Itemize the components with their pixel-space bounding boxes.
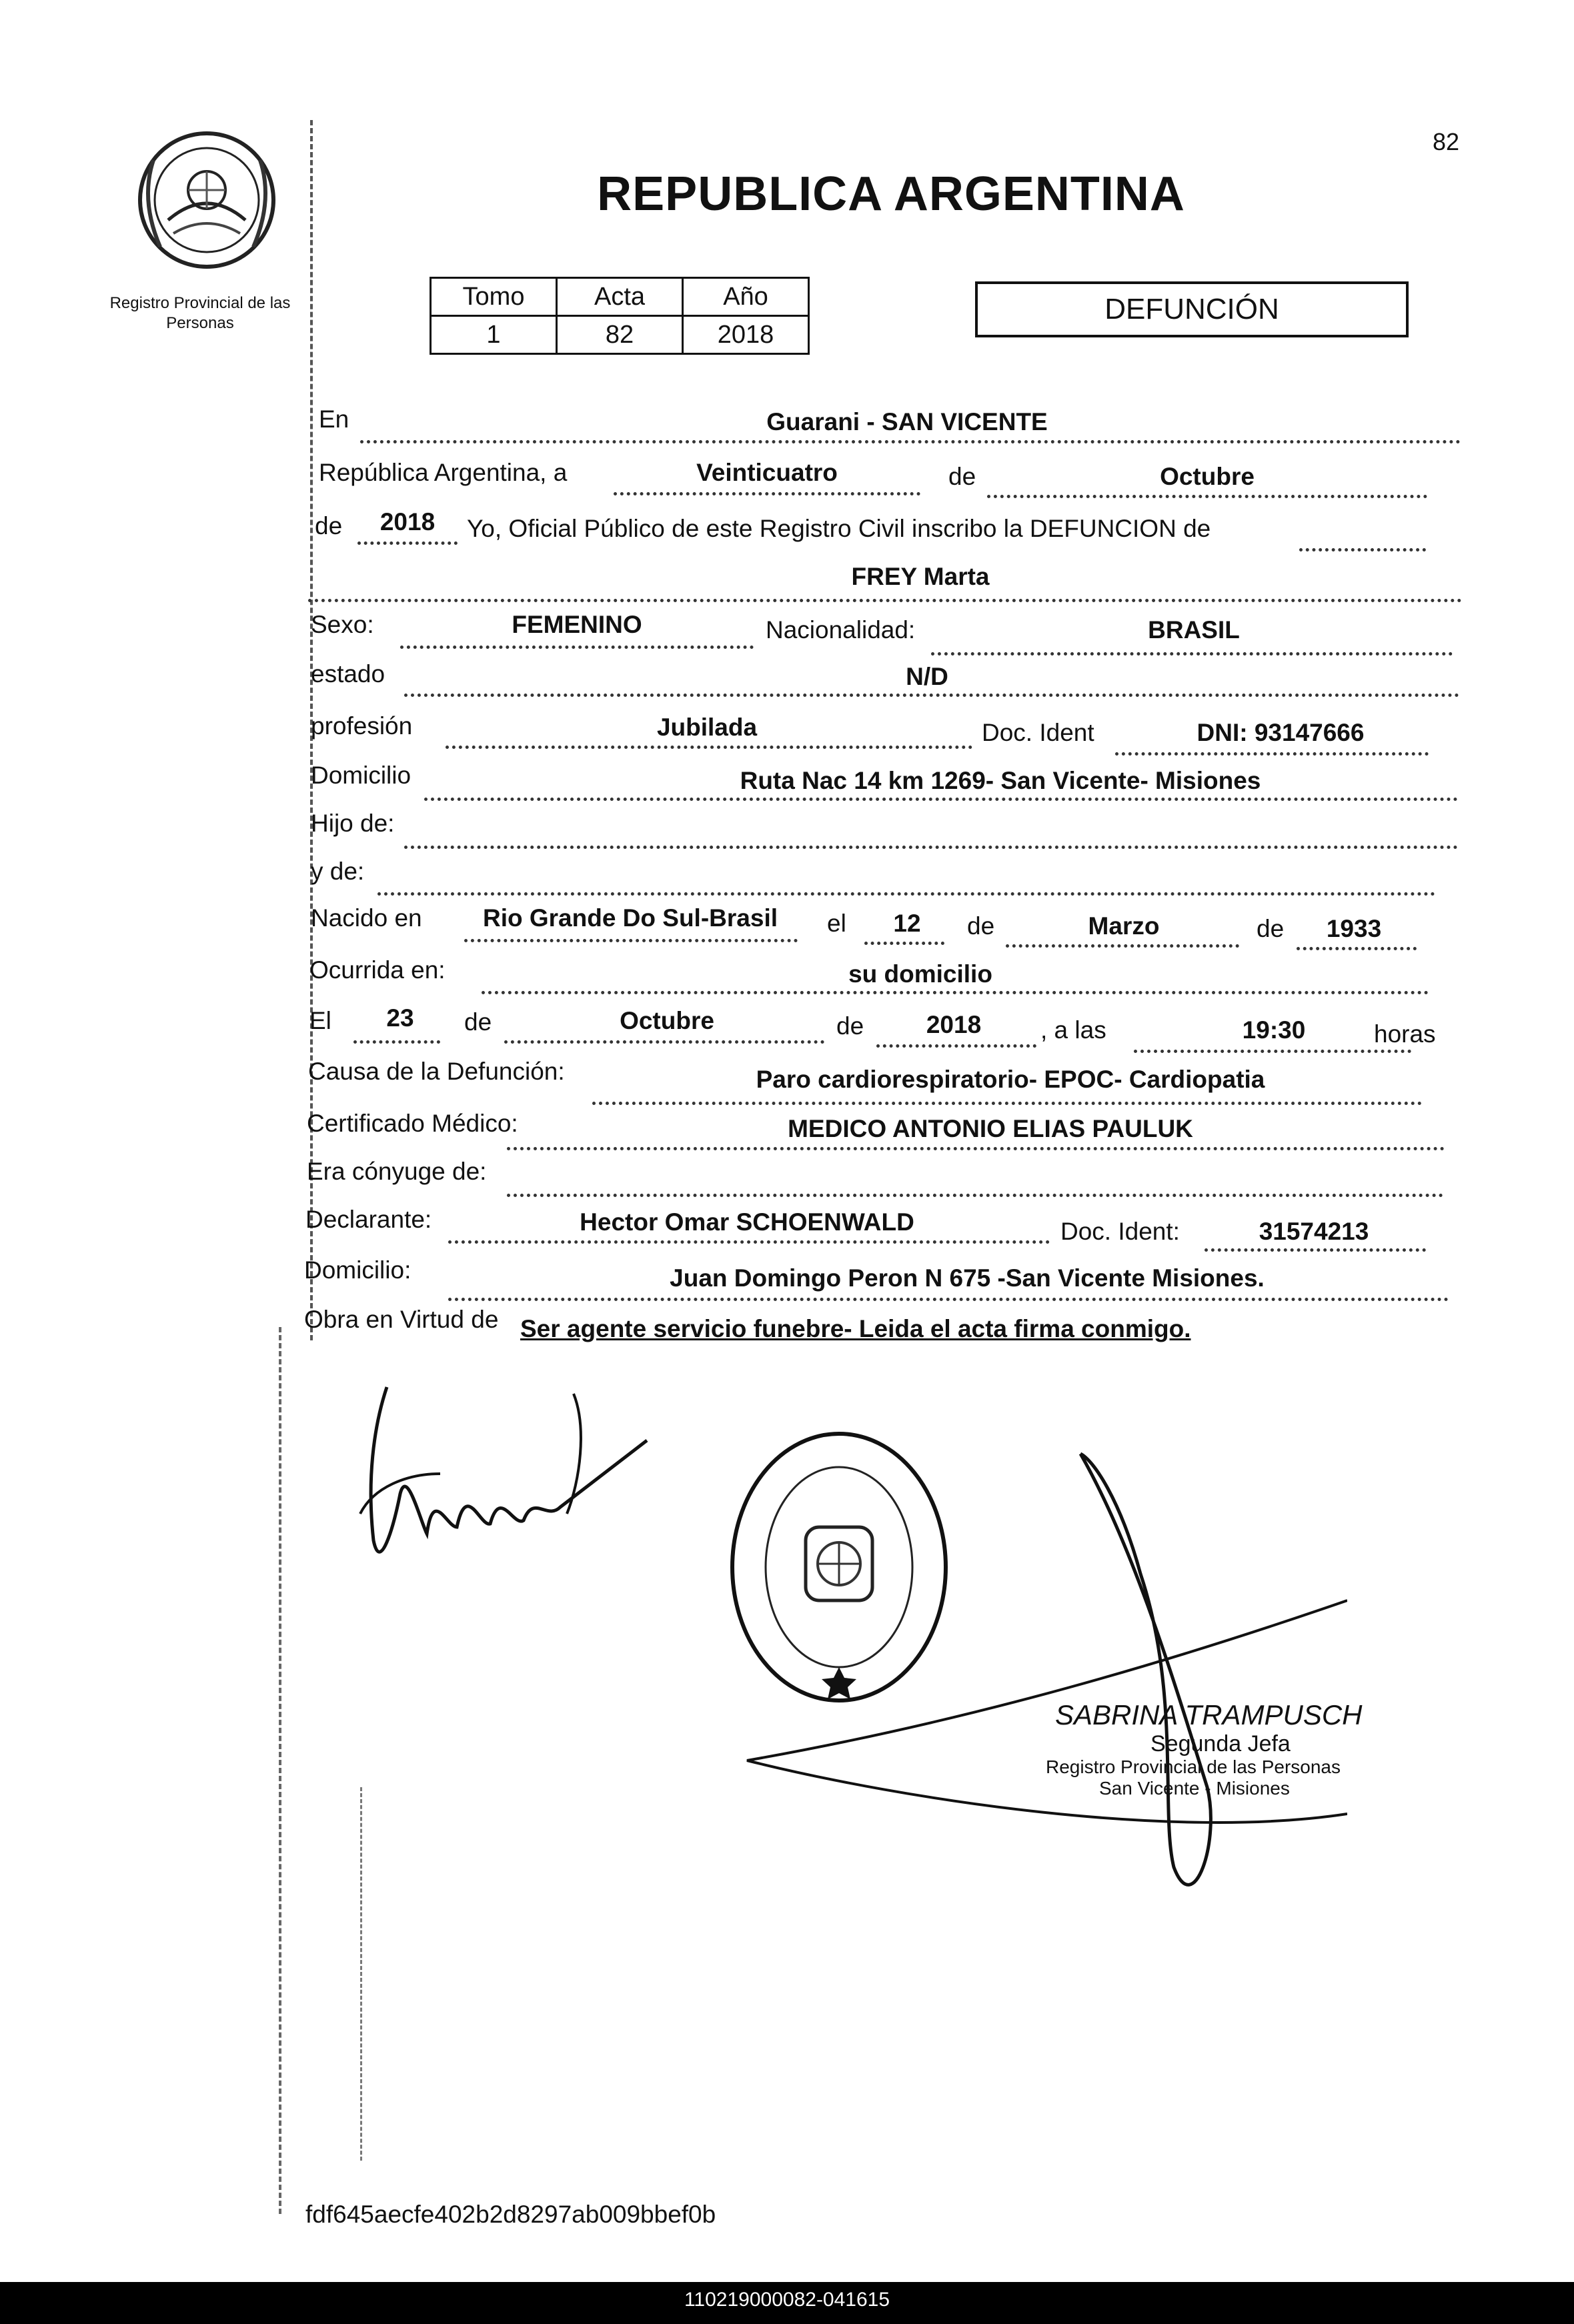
table-header-acta: Acta (557, 278, 683, 316)
label-nacido-en: Nacido en (311, 904, 422, 932)
footer-code: 110219000082-041615 (684, 2289, 890, 2311)
document-title: REPUBLICA ARGENTINA (597, 167, 1185, 221)
fill-line (404, 846, 1458, 849)
label-inscribo: Yo, Oficial Público de este Registro Civil inscribo la DEFUNCION de (467, 515, 1211, 542)
fill-line (876, 1044, 1036, 1048)
month-value: Octubre (1160, 463, 1255, 490)
table-value-anio: 2018 (683, 316, 809, 354)
official-signature-icon (373, 1440, 1347, 1921)
fill-line (987, 495, 1427, 498)
birth-day-value: 12 (893, 910, 921, 937)
cause-of-death-value: Paro cardiorespiratorio- EPOC- Cardiopatia (756, 1066, 1265, 1093)
record-reference-table (430, 277, 810, 355)
fill-line (864, 942, 944, 945)
label-declarante: Declarante: (305, 1206, 432, 1233)
margin-line (360, 1787, 362, 2161)
fill-line (448, 1240, 1050, 1244)
table-value-tomo: 1 (431, 316, 557, 354)
fill-line (446, 746, 972, 749)
margin-line (279, 1327, 281, 2214)
death-year-value: 2018 (926, 1011, 982, 1038)
table-value-acta: 82 (557, 316, 683, 354)
fill-line (1134, 1050, 1411, 1053)
fill-line (404, 694, 1459, 697)
year-value: 2018 (379, 508, 436, 535)
official-place: San Vicente - Misiones (1099, 1778, 1290, 1799)
death-month-value: Octubre (620, 1007, 714, 1034)
label-el: el (827, 910, 846, 937)
label-doc-ident: Doc. Ident (982, 719, 1094, 746)
declarant-name-value: Hector Omar SCHOENWALD (580, 1208, 914, 1236)
fill-line (1299, 548, 1426, 551)
fill-line (360, 440, 1461, 443)
label-de: de (948, 463, 976, 490)
registry-name: Registro Provincial de las Personas (109, 294, 291, 332)
label-causa: Causa de la Defunción: (308, 1058, 565, 1085)
label-en: En (319, 405, 349, 433)
fill-line (504, 1040, 824, 1044)
fill-line (931, 652, 1453, 656)
declarant-doc-value: 31574213 (1259, 1218, 1369, 1245)
medical-certificate-value: MEDICO ANTONIO ELIAS PAULUK (788, 1115, 1193, 1142)
label-de: de (315, 512, 343, 539)
label-profesion: profesión (311, 712, 413, 740)
marital-status-value: N/D (906, 663, 948, 690)
fill-line (424, 798, 1458, 801)
provincial-emblem-icon (127, 120, 287, 280)
label-doc-ident: Doc. Ident: (1060, 1218, 1180, 1245)
fill-line (614, 492, 920, 495)
place-value: Guarani - SAN VICENTE (766, 408, 1048, 435)
fill-line (400, 646, 754, 649)
label-a-las: , a las (1040, 1016, 1106, 1044)
label-el: El (309, 1007, 331, 1034)
fill-line (482, 991, 1429, 994)
official-office: Registro Provincial de las Personas (1046, 1757, 1341, 1777)
death-place-value: su domicilio (848, 960, 992, 988)
document-type: DEFUNCIÓN (975, 281, 1409, 337)
fill-line (308, 599, 1462, 602)
nationality-value: BRASIL (1148, 616, 1240, 644)
label-de: de (464, 1008, 492, 1036)
official-name: SABRINA TRAMPUSCH (1055, 1699, 1363, 1730)
fill-line (1297, 947, 1417, 950)
fill-line (1205, 1248, 1426, 1252)
birth-place-value: Rio Grande Do Sul-Brasil (482, 904, 778, 932)
fill-line (353, 1040, 440, 1044)
birth-month-value: Marzo (1088, 912, 1160, 940)
address-value: Ruta Nac 14 km 1269- San Vicente- Misiones (740, 767, 1261, 794)
fill-line (1115, 752, 1429, 756)
label-de: de (836, 1012, 864, 1040)
fill-line (507, 1194, 1443, 1197)
fill-line (507, 1147, 1445, 1150)
profession-value: Jubilada (656, 714, 758, 741)
fill-line (357, 541, 458, 545)
label-horas: horas (1374, 1020, 1436, 1048)
fill-line (448, 1298, 1449, 1301)
label-nacionalidad: Nacionalidad: (766, 616, 916, 644)
label-de: de (1257, 915, 1285, 942)
label-y-de: y de: (311, 858, 365, 885)
label-domicilio: Domicilio: (304, 1256, 412, 1284)
table-header-tomo: Tomo (431, 278, 557, 316)
day-value: Veinticuatro (696, 459, 838, 486)
label-hijo-de: Hijo de: (311, 810, 395, 837)
fill-line (464, 939, 798, 942)
fill-line (1006, 944, 1239, 948)
declarant-address-value: Juan Domingo Peron N 675 -San Vicente Misiones. (670, 1264, 1265, 1292)
label-republica: República Argentina, a (319, 459, 568, 486)
label-domicilio: Domicilio (311, 762, 412, 789)
table-header-anio: Año (683, 278, 809, 316)
fill-line (377, 892, 1435, 896)
deceased-name: FREY Marta (851, 563, 990, 590)
label-de: de (967, 912, 995, 940)
page-number: 82 (1433, 128, 1460, 155)
label-estado: estado (311, 660, 385, 688)
basis-value: Ser agente servicio funebre- Leida el acta firma conmigo. (520, 1315, 1191, 1342)
label-ocurrida-en: Ocurrida en: (309, 956, 446, 984)
dni-value: DNI: 93147666 (1197, 719, 1365, 746)
death-day-value: 23 (386, 1004, 414, 1032)
label-certificado: Certificado Médico: (307, 1110, 518, 1137)
label-conyuge: Era cónyuge de: (307, 1158, 487, 1185)
label-sexo: Sexo: (311, 611, 374, 638)
fill-line (592, 1102, 1422, 1105)
document-hash: fdf645aecfe402b2d8297ab009bbef0b (305, 2201, 716, 2228)
official-role: Segunda Jefa (1150, 1731, 1291, 1757)
death-time-value: 19:30 (1242, 1016, 1306, 1044)
label-obra: Obra en Virtud de (304, 1306, 499, 1333)
birth-year-value: 1933 (1326, 915, 1382, 942)
sex-value: FEMENINO (512, 611, 642, 638)
